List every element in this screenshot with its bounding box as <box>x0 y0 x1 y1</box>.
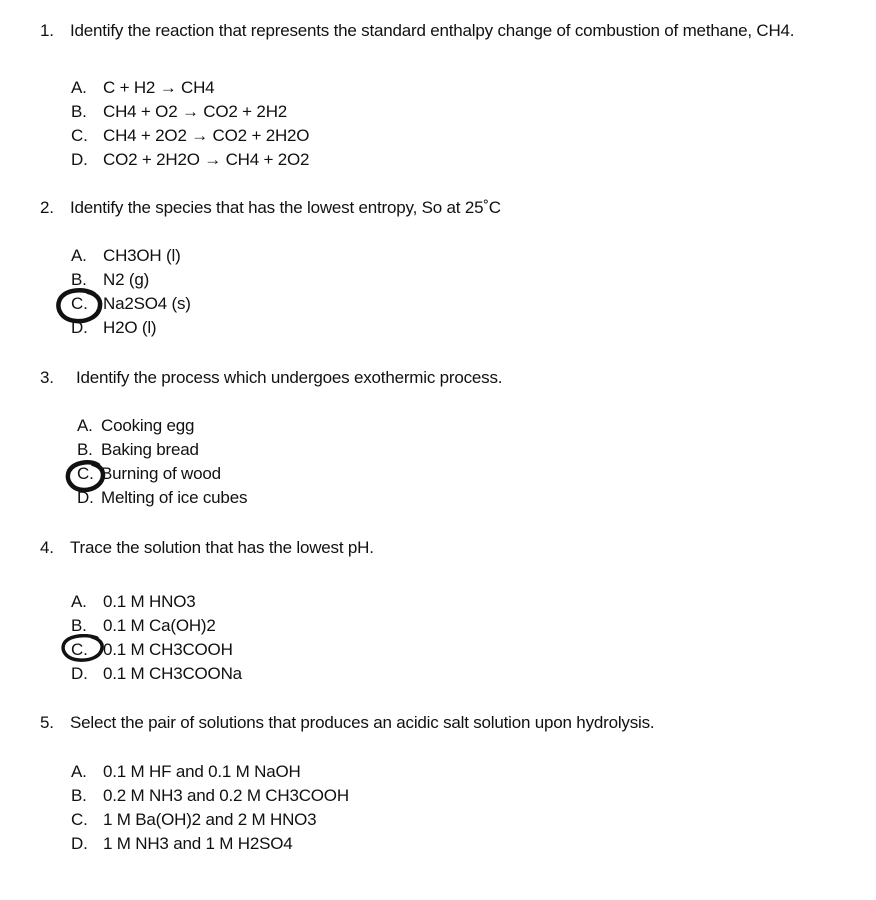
option-a[interactable] <box>71 590 196 614</box>
option-text: 0.1 M CH3COOH <box>103 640 233 659</box>
option-text: Baking bread <box>101 440 199 459</box>
option-text: CO2 + 2H2O → CH4 + 2O2 <box>103 150 310 169</box>
option-text: Cooking egg <box>101 416 195 435</box>
option-text: Burning of wood <box>101 464 221 483</box>
option-b[interactable] <box>71 268 150 292</box>
option-b[interactable] <box>71 784 349 808</box>
option-text: 0.1 M HNO3 <box>103 592 196 611</box>
question-4-options <box>71 590 242 686</box>
option-letter: D. <box>71 150 88 169</box>
option-b[interactable] <box>77 438 199 462</box>
option-c[interactable] <box>71 808 317 832</box>
option-letter: C. <box>71 810 88 829</box>
option-b[interactable] <box>71 100 288 124</box>
option-letter: D. <box>77 488 94 507</box>
question-3-options <box>77 414 248 510</box>
option-c[interactable] <box>77 462 221 486</box>
question-text: Trace the solution that has the lowest pH. <box>70 538 374 557</box>
option-letter: A. <box>71 762 87 781</box>
option-d[interactable] <box>71 832 293 856</box>
question-number: 1. <box>40 21 54 40</box>
option-letter: C. <box>71 294 88 313</box>
question-number: 3. <box>40 368 54 387</box>
option-a[interactable] <box>71 244 181 268</box>
question-number: 4. <box>40 538 54 557</box>
question-1-options <box>71 76 310 172</box>
option-letter: D. <box>71 834 88 853</box>
option-letter: D. <box>71 318 88 337</box>
option-letter: A. <box>71 592 87 611</box>
option-letter: B. <box>71 616 87 635</box>
question-number: 2. <box>40 198 54 217</box>
question-2-options <box>71 244 191 340</box>
option-text: 0.2 M NH3 and 0.2 M CH3COOH <box>103 786 349 805</box>
question-5-options <box>71 760 349 856</box>
option-letter: C. <box>71 126 88 145</box>
option-text: 0.1 M Ca(OH)2 <box>103 616 216 635</box>
question-text: Identify the species that has the lowest entropy, So at 25˚C <box>70 198 501 217</box>
option-c[interactable] <box>71 638 233 662</box>
option-text: 1 M Ba(OH)2 and 2 M HNO3 <box>103 810 317 829</box>
option-a[interactable] <box>77 414 195 438</box>
option-b[interactable] <box>71 614 216 638</box>
option-d[interactable] <box>71 148 310 172</box>
option-text: C + H2 → CH4 <box>103 78 215 97</box>
question-text: Identify the process which undergoes exothermic process. <box>76 368 503 387</box>
option-a[interactable] <box>71 760 301 784</box>
question-text: Identify the reaction that represents the standard enthalpy change of combustion of methane, CH4. <box>70 21 795 40</box>
question-number: 5. <box>40 713 54 732</box>
option-text: CH4 + O2 → CO2 + 2H2 <box>103 102 288 121</box>
option-letter: A. <box>71 78 87 97</box>
option-letter: B. <box>71 270 87 289</box>
option-text: H2O (l) <box>103 318 157 337</box>
option-letter: A. <box>77 416 93 435</box>
option-a[interactable] <box>71 76 215 100</box>
option-text: 1 M NH3 and 1 M H2SO4 <box>103 834 293 853</box>
option-letter: B. <box>77 440 93 459</box>
option-d[interactable] <box>71 662 242 686</box>
option-text: Na2SO4 (s) <box>103 294 191 313</box>
option-letter: D. <box>71 664 88 683</box>
option-letter: C. <box>77 464 94 483</box>
option-text: CH3OH (l) <box>103 246 181 265</box>
option-letter: B. <box>71 102 87 121</box>
question-text: Select the pair of solutions that produces an acidic salt solution upon hydrolysis. <box>70 713 655 732</box>
option-d[interactable] <box>71 316 157 340</box>
option-c[interactable] <box>71 124 310 148</box>
option-c[interactable] <box>71 292 191 316</box>
option-text: 0.1 M HF and 0.1 M NaOH <box>103 762 301 781</box>
option-text: Melting of ice cubes <box>101 488 248 507</box>
option-letter: C. <box>71 640 88 659</box>
option-letter: A. <box>71 246 87 265</box>
option-d[interactable] <box>77 486 248 510</box>
option-letter: B. <box>71 786 87 805</box>
option-text: N2 (g) <box>103 270 150 289</box>
option-text: CH4 + 2O2 → CO2 + 2H2O <box>103 126 310 145</box>
option-text: 0.1 M CH3COONa <box>103 664 242 683</box>
